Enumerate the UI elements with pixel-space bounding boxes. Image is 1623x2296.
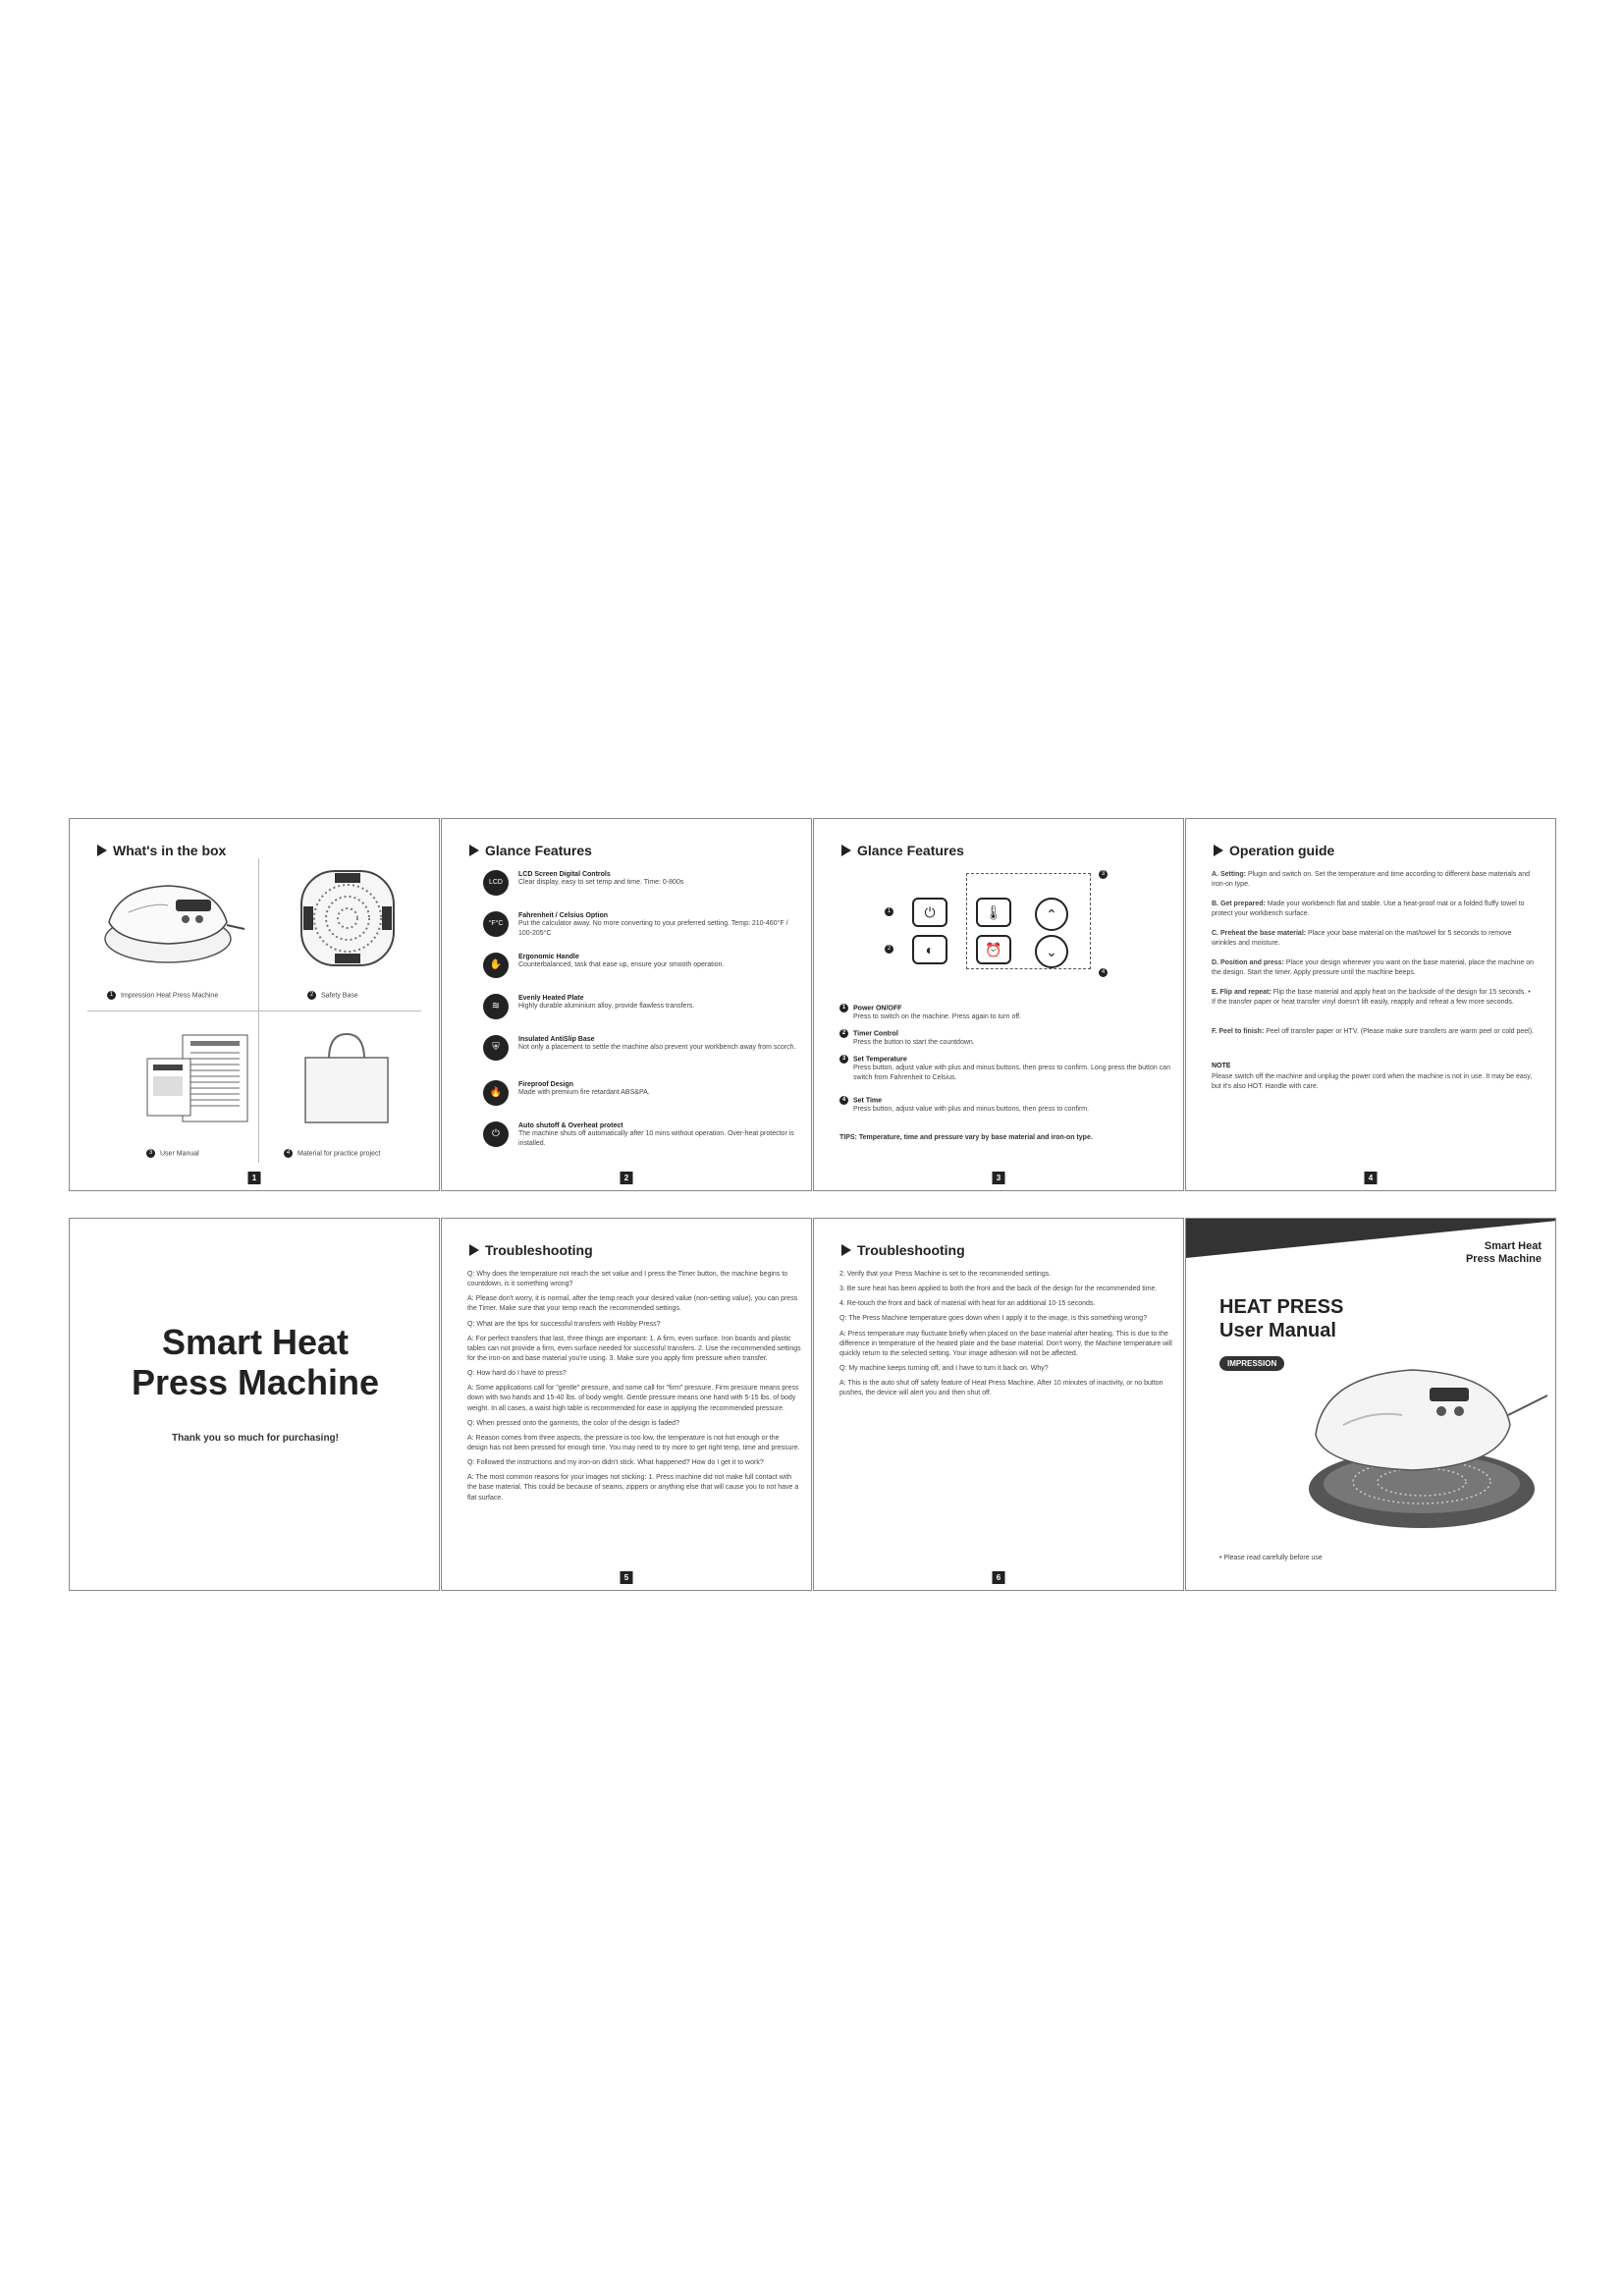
callout-marker: 1 [885, 907, 893, 916]
operation-step: D. Position and press: Place your design wherever you want on the base material, place the machine on the design. Start the timer. Apply pressure until the machine beeps. [1212, 959, 1535, 977]
triangle-icon [1214, 845, 1223, 856]
manual-sheet-bottom [69, 1218, 1557, 1593]
panel-glance-features-list [441, 818, 812, 1191]
timer-toggle-diagram: ◐ [912, 935, 947, 964]
temperature-unit-icon: °F°C [483, 911, 509, 937]
panel-front-cover [1185, 1218, 1556, 1591]
operation-step: C. Preheat the base material: Place your base material on the mat/towel for 5 seconds to remove wrinkles and moisture. [1212, 930, 1512, 948]
panel-title: Operation guide [1214, 843, 1334, 858]
callout-marker: 3 [1099, 870, 1108, 879]
lcd-icon: LCD [483, 870, 509, 896]
feature-item: °F°C Fahrenheit / Celsius Option Put the calculator away. No more converting to your preferred setting. Temp: 210-460°F / 100-205°C [483, 911, 797, 939]
shield-icon: ⛨ [483, 1035, 509, 1061]
power-button-diagram: ⏻ [912, 898, 947, 927]
thermometer-button-diagram: 🌡 [976, 898, 1011, 927]
cover-title: Smart Heat Press Machine [131, 1322, 380, 1403]
fire-icon: 🔥 [483, 1080, 509, 1106]
brand-name: Smart Heat Press Machine [1465, 1240, 1542, 1266]
panel-troubleshooting-1 [441, 1218, 812, 1591]
feature-item: ≋ Evenly Heated Plate Highly durable aluminium alloy, provide flawless transfers. [483, 994, 797, 1019]
note-title: NOTE [1212, 1063, 1231, 1069]
heat-press-machine-image [99, 868, 246, 976]
panel-thank-you [69, 1218, 440, 1591]
panel-title: What's in the box [97, 843, 226, 858]
safety-base-image [294, 863, 402, 976]
panel-operation-guide [1185, 818, 1556, 1191]
heated-plate-icon: ≋ [483, 994, 509, 1019]
cover-heading: HEAT PRESS User Manual [1219, 1296, 1344, 1341]
operation-step: B. Get prepared: Made your workbench flat and stable. Use a heat-proof mat or a folded fluffy towel to protect your workbench surface. [1212, 901, 1525, 918]
tips-text: TIPS: Temperature, time and pressure vary by base material and iron-on type. [839, 1134, 1093, 1141]
triangle-icon [841, 845, 851, 856]
panel-whats-in-box [69, 818, 440, 1191]
operation-step: F. Peel to finish: Peel off transfer paper or HTV. (Please make sure transfers are warm peel or cold peel). [1212, 1028, 1534, 1035]
up-arrow-diagram: ⌃ [1035, 898, 1068, 931]
page-number: 4 [1365, 1172, 1378, 1184]
note-text: Please switch off the machine and unplug the power cord when the machine is not in use. It may be easy, but it's also HOT. Handle with care. [1212, 1073, 1533, 1091]
clock-button-diagram: ⏰ [976, 935, 1011, 964]
callout-marker: 4 [1099, 968, 1108, 977]
feature-item: LCD LCD Screen Digital Controls Clear display, easy to set temp and time. Time: 0-800s [483, 870, 797, 896]
page-number: 2 [621, 1172, 633, 1184]
panel-title: Troubleshooting [841, 1242, 965, 1258]
box-item-caption: 4 Material for practice project [284, 1149, 380, 1158]
panel-title: Glance Features [469, 843, 592, 858]
control-description: 1 Power ON/OFF Press to switch on the machine. Press again to turn off. [839, 1004, 1173, 1022]
control-description: 3 Set Temperature Press button, adjust value with plus and minus buttons, then press to confirm. Long press the button can switch from Fahrenheit to Celsius. [839, 1055, 1173, 1083]
manual-sheet-top [69, 818, 1557, 1193]
operation-step: A. Setting: Plugin and switch on. Set the temperature and time according to different base materials and iron-on type. [1212, 871, 1530, 889]
brand-badge: IMPRESSION [1219, 1356, 1284, 1371]
triangle-icon [841, 1244, 851, 1256]
feature-item: ⛨ Insulated AntiSlip Base Not only a placement to settle the machine also prevent your workbench away from scorch. [483, 1035, 797, 1061]
control-description: 2 Timer Control Press the button to start the countdown. [839, 1029, 1173, 1048]
page-number: 5 [621, 1571, 633, 1584]
down-arrow-diagram: ⌄ [1035, 935, 1068, 968]
page-number: 6 [993, 1571, 1005, 1584]
triangle-icon [469, 1244, 479, 1256]
operation-step: E. Flip and repeat: Flip the base material and apply heat on the backside of the design for 15 seconds. • If the transfer paper or heat transfer vinyl doesn't lift easily, reapply and reheat a few more seconds. [1212, 989, 1531, 1007]
troubleshooting-qa: Q: Why does the temperature not reach the set value and I press the Timer button, the machine begins to countdown, is it something wrong? A: Please don't worry, it is normal, after the temp reach your desired value (non-setting value), you can press the Timer. Make sure that your temp reach the recommended settings. Q: What are the tips for successful transfers with Hobby Press? A: For perfect transfers that last, three things are important: 1. A firm, even surface. Iron boards and plastic tables can not provide a firm, even surface needed for successful transfers. 2. Use the recommended settings for the iron-on and base material you're using. 3. Make sure you apply firm pressure when transfer. Q: How hard do I have to press? A: Some applications call for "gentle" pressure, and some call for "firm" pressure. Firm pressure means press down with two hands and 15-40 lbs. of body weight. Gentle pressure means one hand with 5-15 lbs. of body weight. In all cases, a waist high table is recommended for ease in applying the recommended pressure. Q: When pressed onto the garments, the color of the design is faded? A: Reason comes from three aspects, the pressure is too low, the temperature is not hot enough or the design has not been pressed for enough time. You may need to try more to get right temp, time and pressure. Q: Followed the instructions and my iron-on didn't stick. What happened? How do I get it to work? A: The most common reasons for your images not sticking: 1. Press machine did not make full contact with the base material. This could be because of seams, zippers or anything else that will cause you to not have a flat surface. [467, 1271, 801, 1502]
feature-item: ⏻ Auto shutoff & Overheat protect The machine shuts off automatically after 10 mins without operation. Over-heat protector is installed. [483, 1121, 797, 1149]
power-icon: ⏻ [483, 1121, 509, 1147]
heat-press-machine-image [1304, 1356, 1549, 1533]
panel-title: Glance Features [841, 843, 964, 858]
panel-troubleshooting-2 [813, 1218, 1184, 1591]
control-description: 4 Set Time Press button, adjust value with plus and minus buttons, then press to confirm. [839, 1096, 1173, 1115]
box-item-caption: 3 User Manual [146, 1149, 199, 1158]
page-number: 1 [248, 1172, 261, 1184]
triangle-icon [97, 845, 107, 856]
panel-title: Troubleshooting [469, 1242, 593, 1258]
troubleshooting-qa: 2. Verify that your Press Machine is set to the recommended settings. 3. Be sure heat has been applied to both the front and the back of the design for the recommended time. 4. Re-touch the front and back of material with heat for an additional 10-15 seconds. Q: The Press Machine temperature goes down when I apply it to the image, is this something wrong? A: Press temperature may fluctuate briefly when placed on the base material after heating. This is due to the difference in temperature of the heated plate and the base material. Don't worry, the Machine temperature will quickly return to the selected setting. Your image adhesion will not be affected. Q: My machine keeps turning off, and I have to turn it back on. Why? A: This is the auto shut off safety feature of Heat Press Machine. After 10 minutes of inactivity, or no button pushes, the device will alert you and then shut off. [839, 1271, 1172, 1397]
triangle-icon [469, 845, 479, 856]
panel-glance-features-controls [813, 818, 1184, 1191]
box-item-caption: 2 Safety Base [307, 991, 358, 1000]
read-carefully-note: • Please read carefully before use [1219, 1555, 1323, 1561]
page-number: 3 [993, 1172, 1005, 1184]
box-item-caption: 1 Impression Heat Press Machine [107, 991, 218, 1000]
cover-subtitle: Thank you so much for purchasing! [171, 1433, 339, 1444]
tote-bag-image [298, 1030, 396, 1128]
callout-marker: 2 [885, 945, 893, 954]
handle-icon: ✋ [483, 953, 509, 978]
user-manual-image [143, 1033, 251, 1131]
feature-item: 🔥 Fireproof Design Made with premium fire retardant ABS&PA. [483, 1080, 797, 1106]
feature-item: ✋ Ergonomic Handle Counterbalanced, task that ease up, ensure your smooth operation. [483, 953, 797, 978]
